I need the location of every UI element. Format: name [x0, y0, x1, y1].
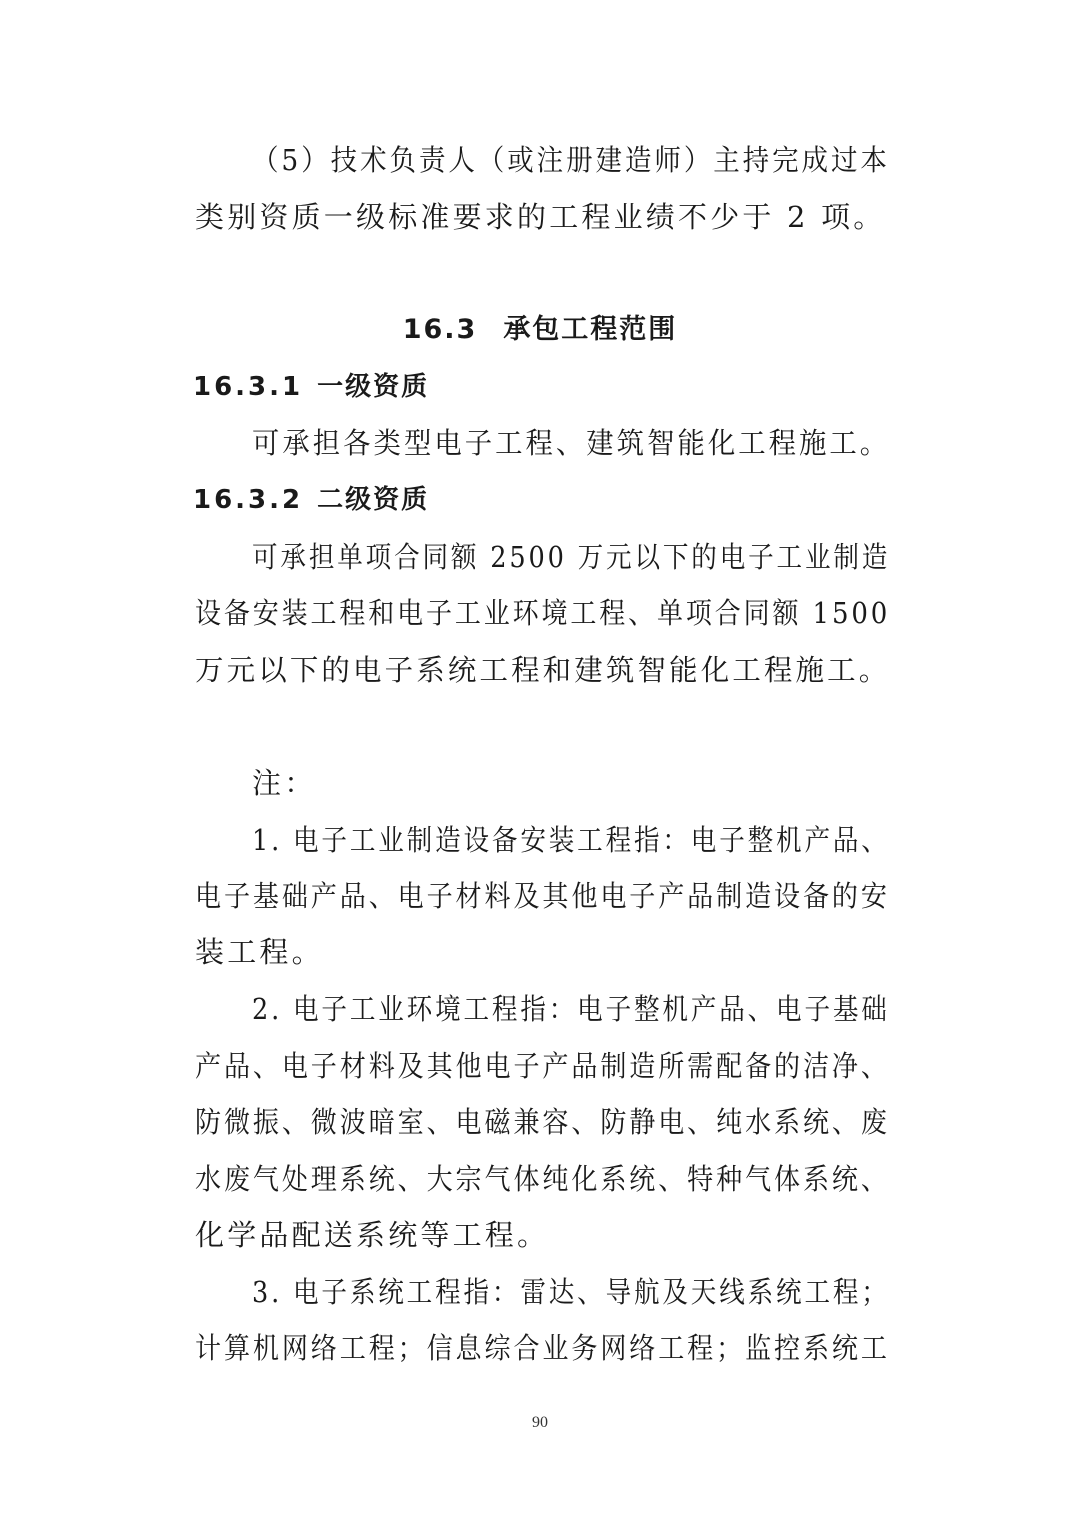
subsection-title: 二级资质 — [317, 485, 430, 515]
notes-label: 注： — [252, 766, 317, 800]
note-3-line-1: 3. 电子系统工程指：雷达、导航及天线系统工程； — [252, 1275, 890, 1309]
section-heading — [0, 310, 1080, 350]
note-2-line-1: 2. 电子工业环境工程指：电子整机产品、电子基础 — [252, 992, 890, 1026]
level2-line-2: 设备安装工程和电子工业环境工程、单项合同额 1500 — [195, 596, 891, 630]
section-title: 承包工程范围 — [503, 314, 678, 345]
subsection-heading-level2 — [193, 480, 429, 520]
paragraph-5-line-2: 类别资质一级标准要求的工程业绩不少于 2 项。 — [195, 200, 886, 234]
note-2-line-5: 化学品配送系统等工程。 — [195, 1218, 550, 1252]
note-1-line-2: 电子基础产品、电子材料及其他电子产品制造设备的安 — [195, 879, 890, 913]
level2-line-1: 可承担单项合同额 2500 万元以下的电子工业制造 — [252, 540, 891, 574]
level1-body: 可承担各类型电子工程、建筑智能化工程施工。 — [252, 426, 891, 460]
subsection-title: 一级资质 — [317, 372, 430, 402]
subsection-heading-level1 — [193, 367, 429, 407]
note-2-line-3: 防微振、微波暗室、电磁兼容、防静电、纯水系统、废 — [195, 1105, 890, 1139]
subsection-number: 16.3.2 — [193, 485, 304, 515]
paragraph-5-line-1: （5）技术负责人（或注册建造师）主持完成过本 — [252, 143, 890, 177]
note-2-line-4: 水废气处理系统、大宗气体纯化系统、特种气体系统、 — [195, 1162, 890, 1196]
level2-line-3: 万元以下的电子系统工程和建筑智能化工程施工。 — [195, 653, 891, 687]
note-3-line-2: 计算机网络工程；信息综合业务网络工程；监控系统工 — [195, 1331, 890, 1365]
page-number: 90 — [532, 1414, 548, 1431]
section-number: 16.3 — [402, 314, 478, 345]
subsection-number: 16.3.1 — [193, 372, 304, 402]
note-1-line-1: 1. 电子工业制造设备安装工程指：电子整机产品、 — [252, 823, 890, 857]
note-2-line-2: 产品、电子材料及其他电子产品制造所需配备的洁净、 — [195, 1049, 890, 1083]
note-1-line-3: 装工程。 — [195, 935, 324, 969]
